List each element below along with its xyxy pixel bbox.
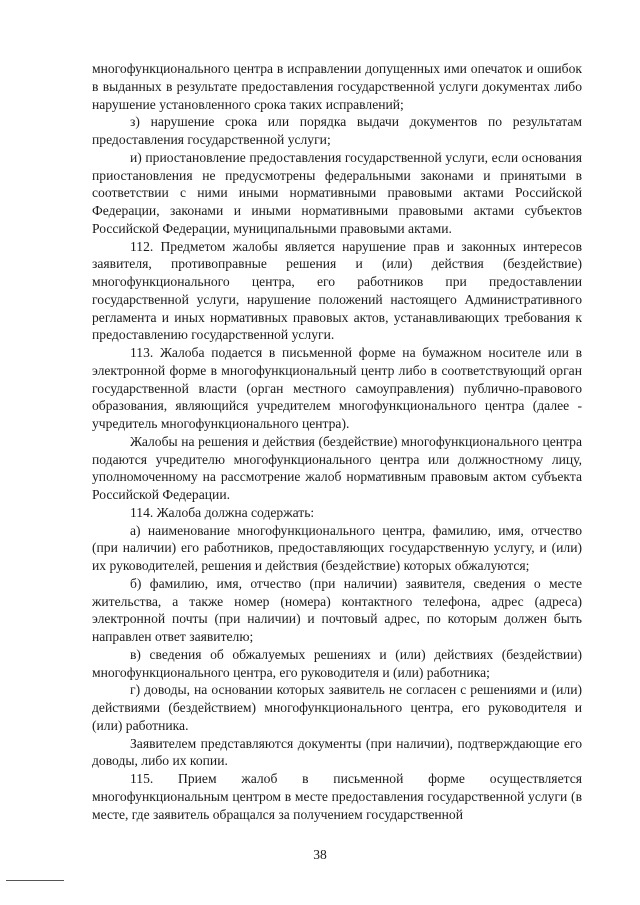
paragraph-item-b: б) фамилию, имя, отчество (при наличии) заявителя, сведения о месте жительства, а также номер (номера) контактного телефона, адрес (адреса) электронной почты (при наличии) и почтовый адрес, по которым должен быть направлен ответ заявителю;	[92, 575, 582, 644]
footer-divider	[6, 880, 64, 881]
page-number: 38	[313, 847, 327, 862]
paragraph-continuation: многофункционального центра в исправлении допущенных ими опечаток и ошибок в выданных в результате предоставления государственной услуги документах либо нарушение установленного срока таких исправлений;	[92, 61, 582, 112]
paragraph-item-z: з) нарушение срока или порядка выдачи документов по результатам предоставления государственной услуги;	[92, 114, 582, 147]
paragraph-114: 114. Жалоба должна содержать:	[130, 504, 315, 520]
paragraph-item-g: г) доводы, на основании которых заявитель не согласен с решениями и (или) действиями (бездействием) многофункционального центра, его руководителя и (или) работника.	[92, 682, 582, 733]
paragraph-item-a: а) наименование многофункционального центра, фамилию, имя, отчество (при наличии) его работников, предоставляющих государственную услугу, и (или) их руководителей, решения и действия (бездействие) которых обжалуются;	[92, 522, 582, 573]
paragraph-applicant-documents: Заявителем представляются документы (при наличии), подтверждающие его доводы, либо их копии.	[92, 735, 582, 769]
paragraph-113: 113. Жалоба подается в письменной форме на бумажном носителе или в электронной форме в многофункциональный центр либо в соответствующий орган государственной власти (орган местного самоуправления) публично-правового образования, являющийся учредителем многофункционального центра (далее - учредитель многофункционального центра).	[92, 345, 582, 431]
paragraph-complaints: Жалобы на решения и действия (бездействие) многофункционального центра подаются учредителю многофункционального центра или должностному лицу, уполномоченному на рассмотрение жалоб нормативным правовым актом субъекта Российской Федерации.	[92, 433, 582, 502]
paragraph-item-i: и) приостановление предоставления государственной услуги, если основания приостановления не предусмотрены федеральными законами и принятыми в соответствии с ними иными нормативными правовыми актами Российской Федерации, законами и иными нормативными правовыми актами субъектов Российской Федерации, муниципальными правовыми актами.	[92, 149, 582, 236]
paragraph-112: 112. Предметом жалобы является нарушение прав и законных интересов заявителя, противоправные решения и (или) действия (бездействие) многофункционального центра, его работников при предоставлении государственной услуги, нарушение положений настоящего Административного регламента и иных нормативных правовых актов, устанавливающих требования к предоставлению государственной услуги.	[92, 238, 582, 343]
paragraph-item-v: в) сведения об обжалуемых решениях и (или) действиях (бездействии) многофункционального центра, его руководителя и (или) работника;	[92, 646, 582, 680]
document-body	[92, 60, 582, 823]
paragraph-115: 115. Прием жалоб в письменной форме осуществляется многофункциональным центром в месте предоставления государственной услуги (в месте, где заявитель обращался за получением государственной	[92, 771, 582, 822]
